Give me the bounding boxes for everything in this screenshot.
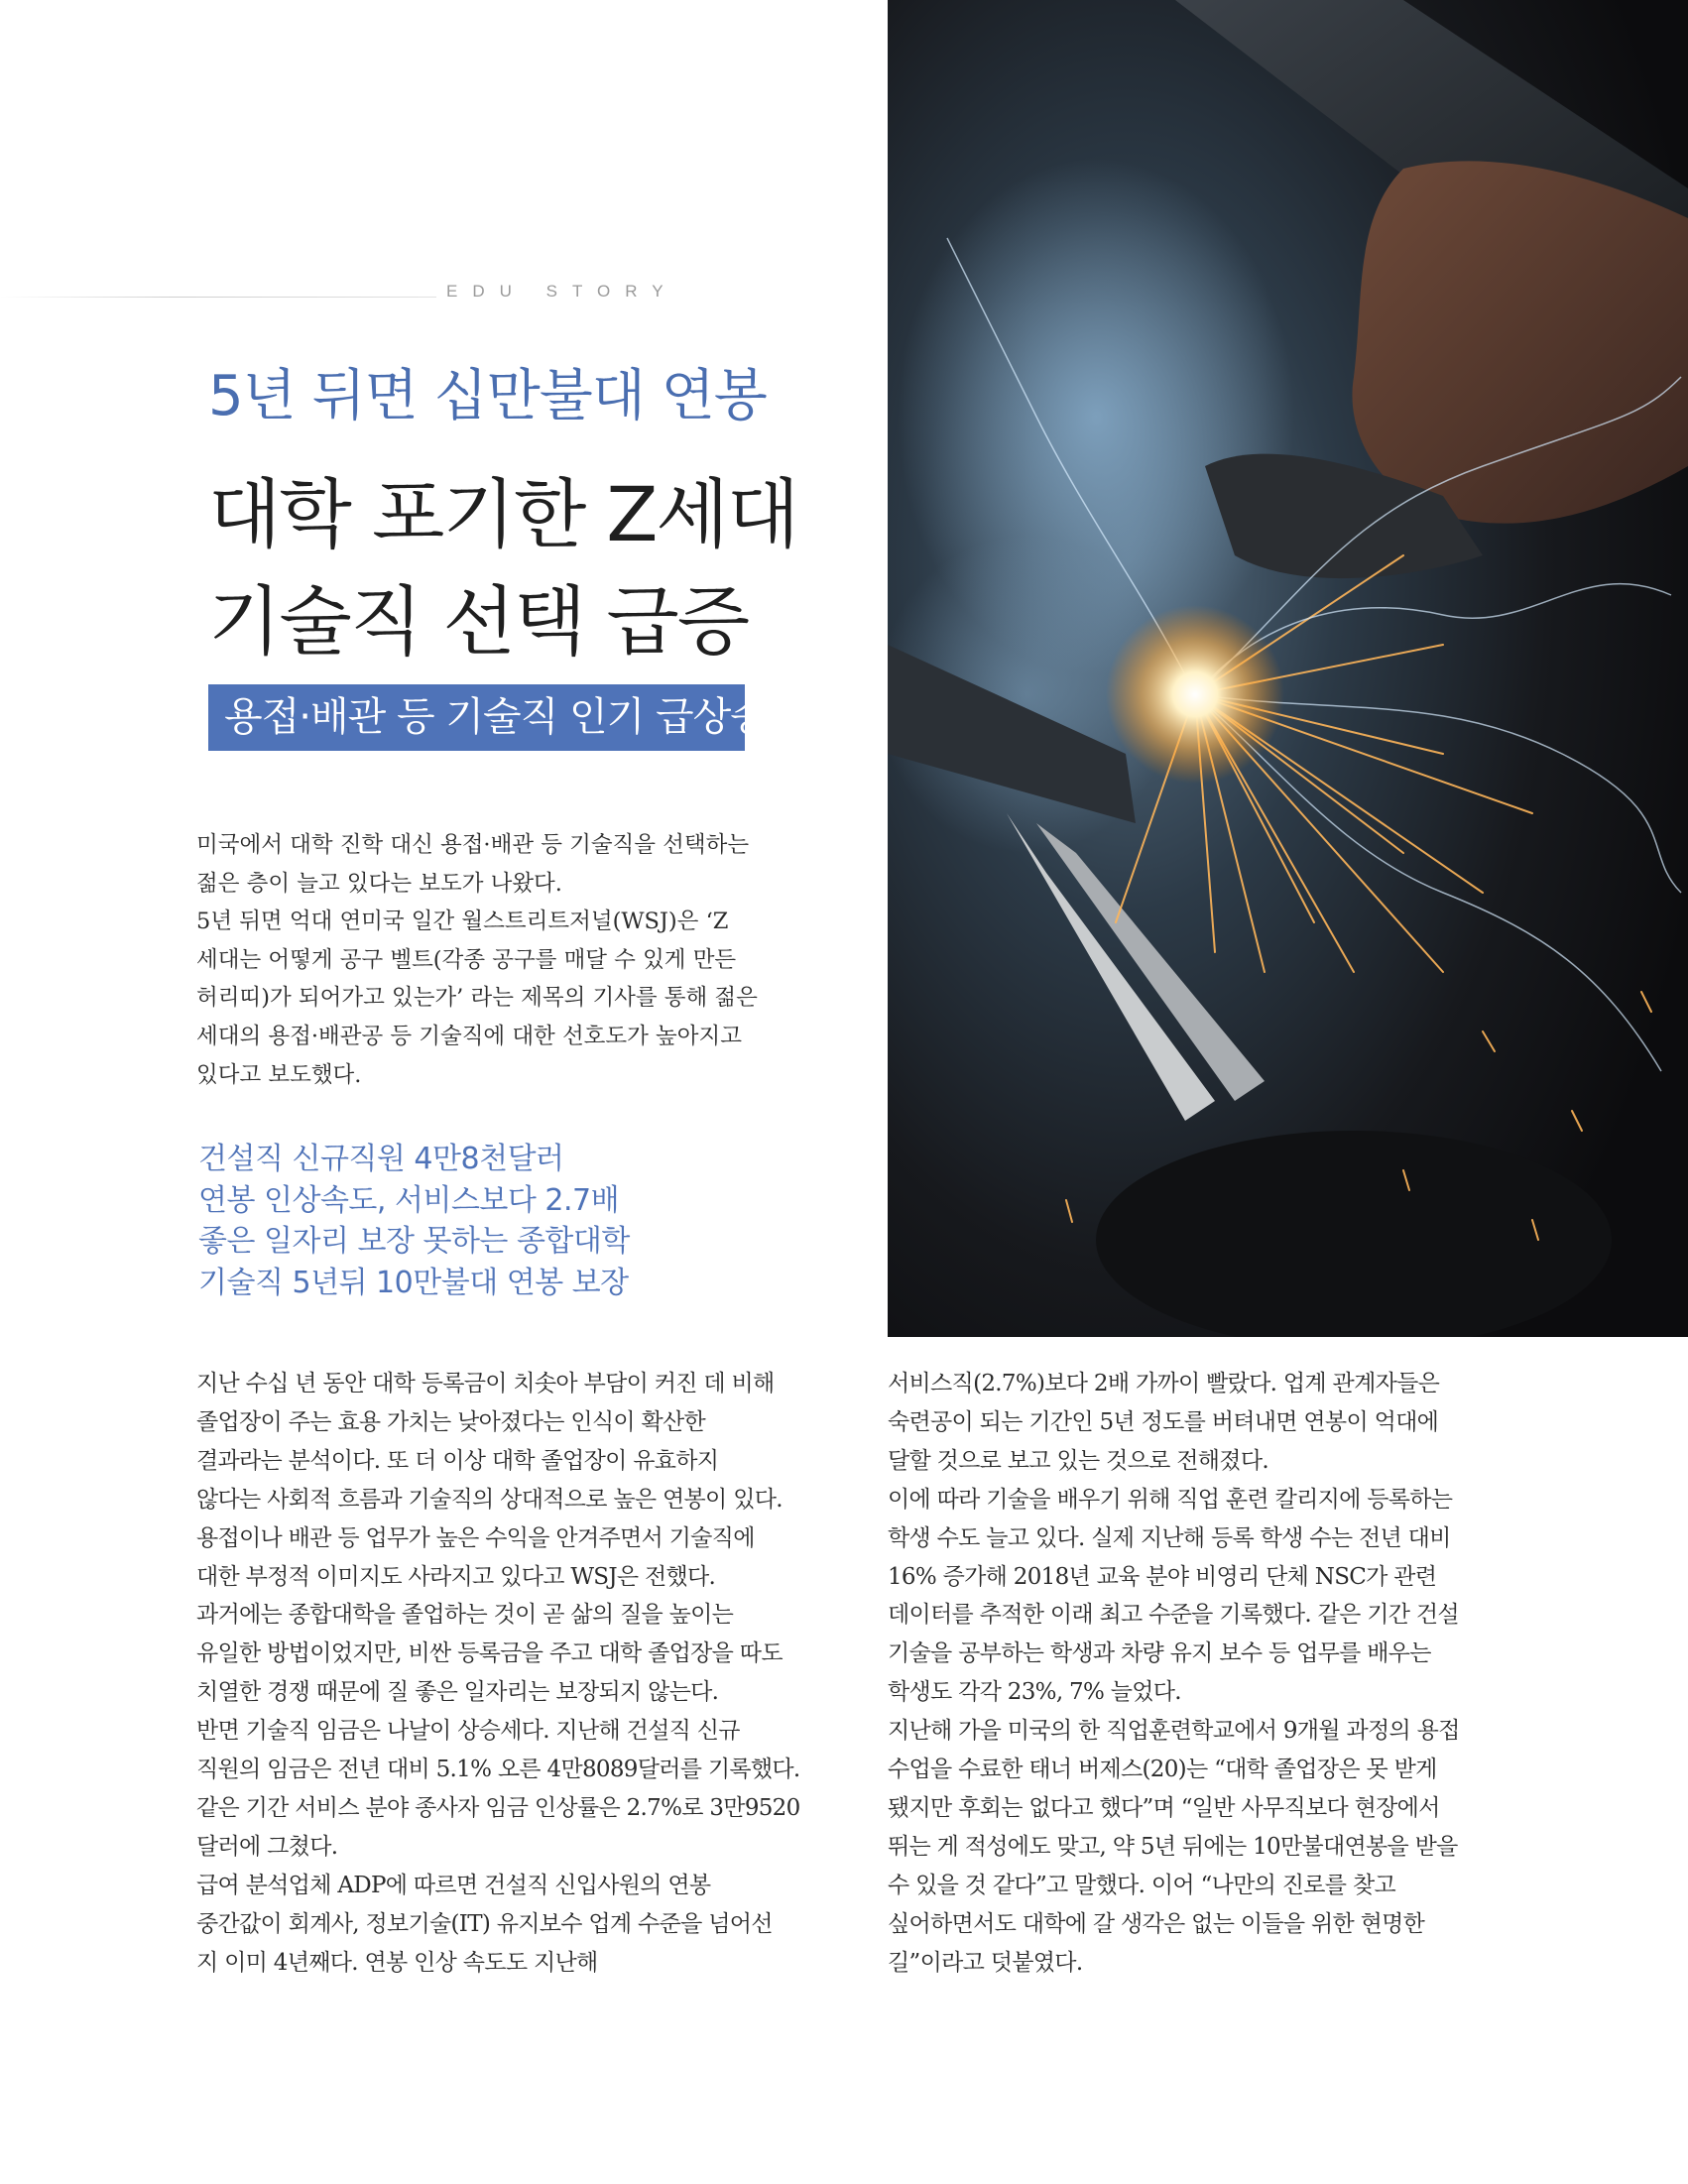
headline-line: 기술직 선택 급증 <box>208 577 749 666</box>
highlight-item: 기술직 5년뒤 10만불대 연봉 보장 <box>198 1265 629 1300</box>
body-line: 달할 것으로 보고 있는 것으로 전해졌다. <box>888 1447 1268 1474</box>
body-line: 중간값이 회계사, 정보기술(IT) 유지보수 업계 수준을 넘어선 <box>196 1910 773 1937</box>
body-line: 지난 수십 년 동안 대학 등록금이 치솟아 부담이 커진 데 비해 <box>196 1371 775 1396</box>
section-divider <box>0 297 436 298</box>
body-line: 데이터를 추적한 이래 최고 수준을 기록했다. 같은 기간 건설 <box>888 1602 1459 1629</box>
welding-photo <box>888 0 1688 1337</box>
subheadline-tag: 용접·배관 등 기술직 인기 급상승 <box>208 684 745 751</box>
section-label: EDU STORY <box>446 282 678 301</box>
body-line: 졸업장이 주는 효용 가치는 낮아졌다는 인식이 확산한 <box>196 1408 706 1435</box>
body-line: 이에 따라 기술을 배우기 위해 직업 훈련 칼리지에 등록하는 <box>888 1486 1453 1513</box>
body-line: 같은 기간 서비스 분야 종사자 임금 인상률은 2.7%로 3만9520 <box>196 1794 800 1821</box>
body-line: 대한 부정적 이미지도 사라지고 있다고 WSJ은 전했다. <box>196 1563 716 1590</box>
lead-paragraph <box>196 826 772 1094</box>
article-headline <box>208 461 797 675</box>
body-line: 지 이미 4년째다. 연봉 인상 속도도 지난해 <box>196 1949 598 1976</box>
body-line: 학생 수도 늘고 있다. 실제 지난해 등록 학생 수는 전년 대비 <box>888 1524 1451 1551</box>
body-line: 반면 기술직 임금은 나날이 상승세다. 지난해 건설직 신규 <box>196 1718 740 1745</box>
highlight-item: 연봉 인상속도, 서비스보다 2.7배 <box>198 1182 620 1218</box>
highlight-list <box>198 1139 630 1303</box>
highlight-item: 건설직 신규직원 4만8천달러 <box>198 1142 564 1176</box>
lead-line: 허리띠)가 되어가고 있는가’ 라는 제목의 기사를 통해 젊은 <box>196 985 758 1012</box>
body-line: 싶어하면서도 대학에 갈 생각은 없는 이들을 위한 현명한 <box>888 1910 1425 1937</box>
body-column-right <box>888 1365 1483 1983</box>
body-line: 수업을 수료한 태너 버제스(20)는 “대학 졸업장은 못 받게 <box>888 1757 1437 1783</box>
lead-line: 세대는 어떻게 공구 벨트(각종 공구를 매달 수 있게 만든 <box>196 946 737 973</box>
body-line: 직원의 임금은 전년 대비 5.1% 오른 4만8089달러를 기록했다. <box>196 1757 800 1783</box>
lead-line: 젊은 층이 늘고 있다는 보도가 나왔다. <box>196 870 562 897</box>
body-column-left <box>196 1365 800 1983</box>
body-line: 16% 증가해 2018년 교육 분야 비영리 단체 NSC가 관련 <box>888 1563 1437 1590</box>
body-line: 용접이나 배관 등 업무가 높은 수익을 안겨주면서 기술직에 <box>196 1524 755 1551</box>
body-line: 지난해 가을 미국의 한 직업훈련학교에서 9개월 과정의 용접 <box>888 1718 1460 1745</box>
lead-line: 5년 뒤면 억대 연미국 일간 월스트리트저널(WSJ)은 ‘Z <box>196 909 729 935</box>
welder-arm <box>1352 161 1688 523</box>
body-line: 않다는 사회적 흐름과 기술직의 상대적으로 높은 연봉이 있다. <box>196 1486 783 1513</box>
body-line: 기술을 공부하는 학생과 차량 유지 보수 등 업무를 배우는 <box>888 1640 1431 1667</box>
body-line: 수 있을 것 같다”고 말했다. 이어 “나만의 진로를 찾고 <box>888 1872 1395 1898</box>
lead-line: 있다고 보도했다. <box>196 1061 362 1088</box>
lead-line: 세대의 용접·배관공 등 기술직에 대한 선호도가 높아지고 <box>196 1023 742 1049</box>
body-line: 결과라는 분석이다. 또 더 이상 대학 졸업장이 유효하지 <box>196 1447 719 1474</box>
article-kicker: 5년 뒤면 십만불대 연봉 <box>208 364 767 428</box>
highlight-item: 좋은 일자리 보장 못하는 종합대학 <box>198 1224 630 1259</box>
body-line: 달러에 그쳤다. <box>196 1833 338 1860</box>
body-line: 학생도 각각 23%, 7% 늘었다. <box>888 1679 1181 1706</box>
body-line: 유일한 방법이었지만, 비싼 등록금을 주고 대학 졸업장을 따도 <box>196 1640 783 1667</box>
headline-line: 대학 포기한 Z세대 <box>208 470 798 558</box>
body-line: 치열한 경쟁 때문에 질 좋은 일자리는 보장되지 않는다. <box>196 1679 719 1706</box>
body-line: 뛰는 게 적성에도 맞고, 약 5년 뒤에는 10만불대연봉을 받을 <box>888 1833 1458 1860</box>
body-line: 서비스직(2.7%)보다 2배 가까이 빨랐다. 업계 관계자들은 <box>888 1371 1440 1396</box>
body-line: 됐지만 후회는 없다고 했다”며 “일반 사무직보다 현장에서 <box>888 1794 1440 1821</box>
body-line: 과거에는 종합대학을 졸업하는 것이 곧 삶의 질을 높이는 <box>196 1602 734 1629</box>
body-line: 길”이라고 덧붙였다. <box>888 1949 1083 1976</box>
lead-line: 미국에서 대학 진학 대신 용접·배관 등 기술직을 선택하는 <box>196 832 750 858</box>
body-line: 급여 분석업체 ADP에 따르면 건설직 신입사원의 연봉 <box>196 1872 711 1898</box>
body-line: 숙련공이 되는 기간인 5년 정도를 버텨내면 연봉이 억대에 <box>888 1408 1439 1435</box>
weld-flash <box>1106 605 1284 784</box>
